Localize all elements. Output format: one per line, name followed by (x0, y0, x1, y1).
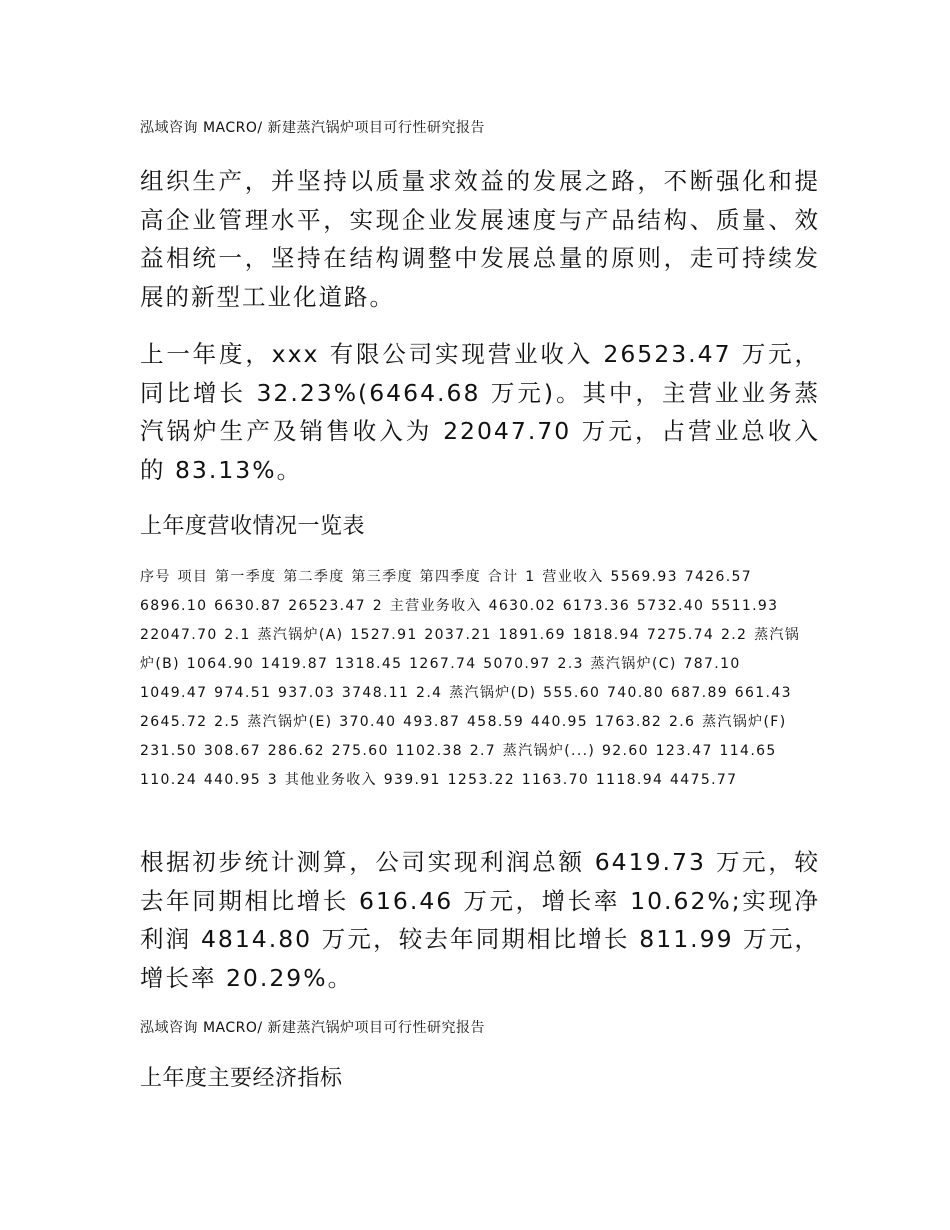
paragraph-revenue-summary: 上一年度，xxx 有限公司实现营业收入 26523.47 万元，同比增长 32.23%(6464.68 万元)。其中，主营业业务蒸汽锅炉生产及销售收入为 22047.70 万元，占营业总收入的 83.13%。 (140, 340, 820, 484)
revenue-table-flattened-text: 序号 项目 第一季度 第二季度 第三季度 第四季度 合计 1 营业收入 5569.93 7426.57 6896.10 6630.87 26523.47 2 主营业务收入 4630.02 6173.36 5732.40 5511.93 22047.70 2.1 蒸汽锅炉(A) 1527.91 2037.21 1891.69 1818.94 7275.74 2.2 蒸汽锅炉(B) 1064.90 1419.87 1318.45 1267.74 5070.97 2.3 蒸汽锅炉(C) 787.10 1049.47 974.51 937.03 3748.11 2.4 蒸汽锅炉(D) 555.60 740.80 687.89 661.43 2645.72 2.5 蒸汽锅炉(E) 370.40 493.87 458.59 440.95 1763.82 2.6 蒸汽锅炉(F) 231.50 308.67 286.62 275.60 1102.38 2.7 蒸汽锅炉(...) 92.60 123.47 114.65 110.24 440.95 3 其他业务收入 939.91 1253.22 1163.70 1118.94 4475.77 (140, 569, 801, 788)
running-header-top: 泓域咨询 MACRO/ 新建蒸汽锅炉项目可行性研究报告 (140, 120, 486, 136)
economic-indicators-heading: 上年度主要经济指标 (140, 1066, 343, 1091)
paragraph-profit-summary: 根据初步统计测算，公司实现利润总额 6419.73 万元，较去年同期相比增长 616.46 万元，增长率 10.62%;实现净利润 4814.80 万元，较去年同期相比增长 811.99 万元，增长率 20.29%。 (140, 848, 820, 992)
revenue-table-heading: 上年度营收情况一览表 (140, 514, 366, 539)
running-header-bottom: 泓域咨询 MACRO/ 新建蒸汽锅炉项目可行性研究报告 (140, 1020, 486, 1036)
paragraph-development-strategy: 组织生产，并坚持以质量求效益的发展之路，不断强化和提高企业管理水平，实现企业发展速度与产品结构、质量、效益相统一，坚持在结构调整中发展总量的原则，走可持续发展的新型工业化道路。 (140, 167, 820, 311)
